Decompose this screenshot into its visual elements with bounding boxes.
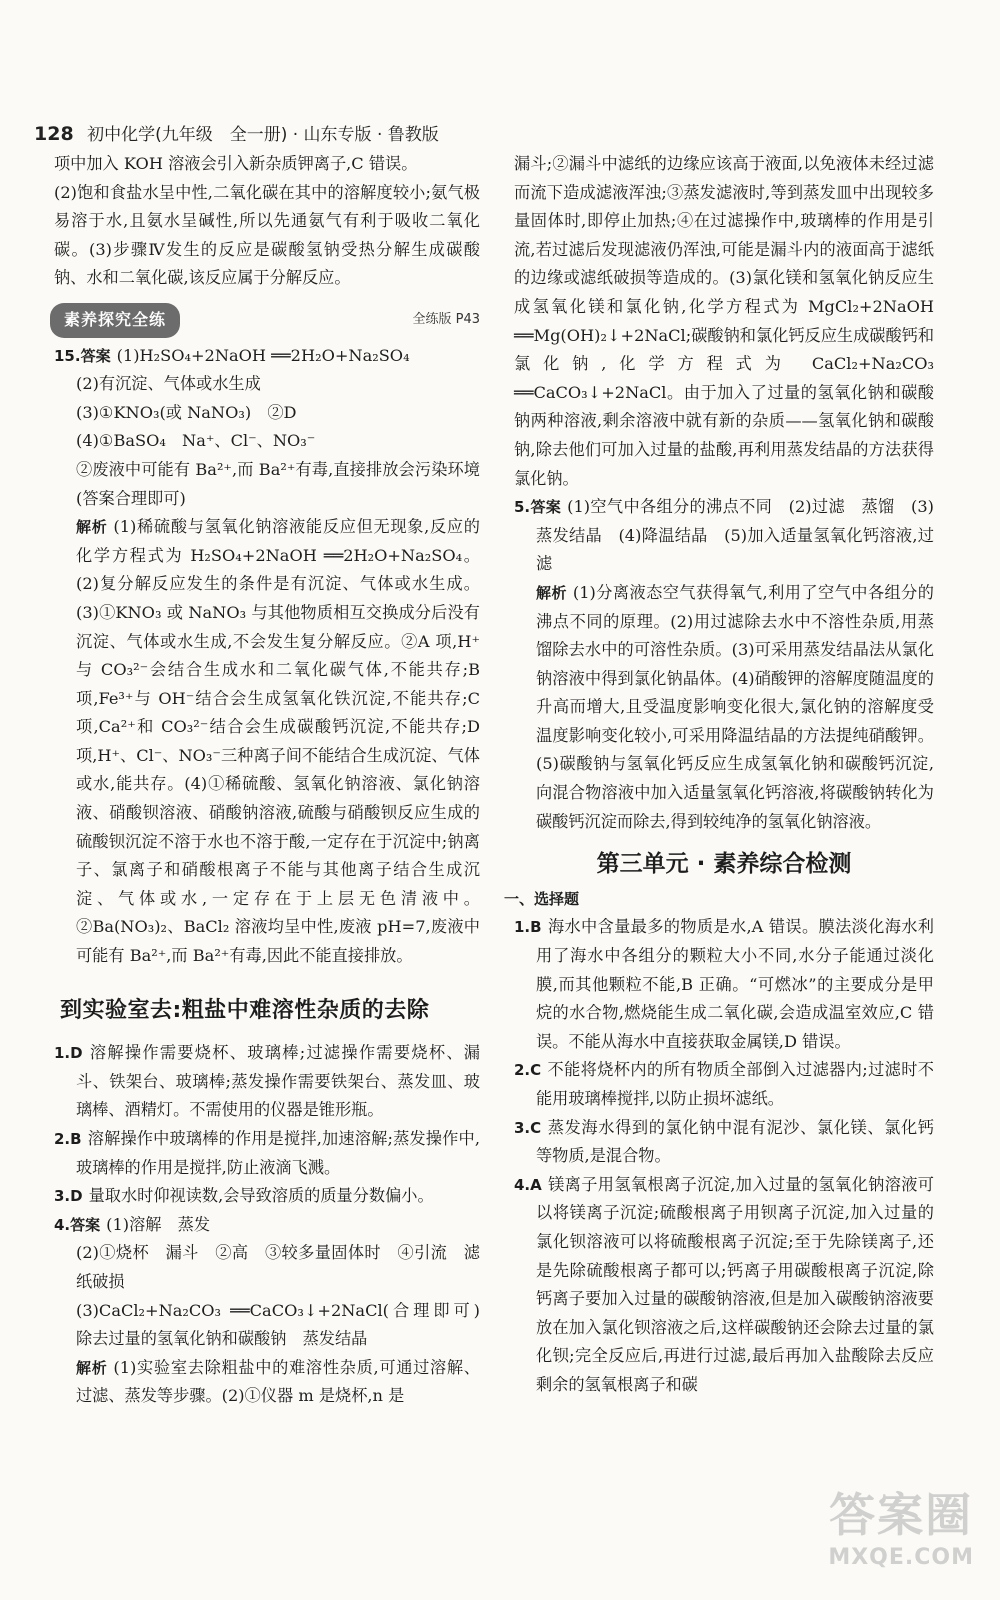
q15-answer-2: (2)有沉淀、气体或水生成 xyxy=(76,374,261,394)
lab-item-2-text: 溶解操作中玻璃棒的作用是搅拌,加速溶解;蒸发操作中,玻璃棒的作用是搅拌,防止液滴飞溅。 xyxy=(76,1129,480,1177)
choice-item-2-text: 不能将烧杯内的所有物质全部倒入过滤器内;过滤时不能用玻璃棒搅拌,以防止损坏滤纸。 xyxy=(536,1060,934,1108)
section-banner: 素养探究全练 xyxy=(50,303,180,338)
q15-answer-4: (4)①BaSO₄ Na⁺、Cl⁻、NO₃⁻ xyxy=(76,431,316,451)
choice-item-4-text: 镁离子用氢氧根离子沉淀,加入过量的氢氧化钠溶液可以将镁离子沉淀;硫酸根离子用钡离子沉淀,加入过量的氯化钡溶液可以将硫酸根离子沉淀;至于先除镁离子,还是先除硫酸根离子都可以;钙离子用碳酸根离子沉淀,除钙离子要加入过量的碳酸钠溶液,但是加入碳酸钠溶液要放在加入氯化钡溶液之后,这样碳酸钠还会除去过量的氯化钡;完全反应后,再进行过滤,最后再加入盐酸除去反应剩余的氢氧根离子和碳 xyxy=(536,1174,934,1394)
choice-item-1-text: 海水中含量最多的物质是水,A 错误。膜法淡化海水利用了海水中各组分的颗粒大小不同,水分子能通过淡化膜,而其他颗粒不能,B 正确。“可燃冰”的主要成分是甲烷的水合物,燃烧能生成二氧化碳,会造成温室效应,C 错误。不能从海水中直接获取金属镁,D 错误。 xyxy=(536,917,934,1051)
q4-answer-line xyxy=(54,1211,480,1240)
q4-analysis-label: 解析 xyxy=(76,1358,108,1377)
q4-analysis xyxy=(54,1354,480,1411)
choice-item-3 xyxy=(514,1114,934,1171)
q5-analysis-label: 解析 xyxy=(536,583,567,602)
lab-item-3-text: 量取水时仰视读数,会导致溶质的质量分数偏小。 xyxy=(88,1186,434,1206)
choice-item-3-text: 蒸发海水得到的氯化钠中混有泥沙、氯化镁、氯化钙等物质,是混合物。 xyxy=(536,1117,934,1166)
q5-analysis-text: (1)分离液态空气获得氧气,利用了空气中各组分的沸点不同的原理。(2)用过滤除去水中不溶性杂质,用蒸馏除去水中的可溶性杂质。(3)可采用蒸发结晶法从氯化钠溶液中得到氯化钠晶体。(4)硝酸钾的溶解度随温度的升高而增大,且受温度影响变化很大,氯化钠的溶解度受温度影响变化较小,可采用降温结晶的方法提纯硝酸钾。(5)碳酸钠与氢氧化钙反应生成氢氧化钠和碳酸钙沉淀,向混合物溶液中加入适量氢氧化钙溶液,将碳酸钠转化为碳酸钙沉淀而除去,得到较纯净的氢氧化钠溶液。 xyxy=(536,582,934,831)
q15-analysis-text: (1)稀硫酸与氢氧化钠溶液能反应但无现象,反应的化学方程式为 H₂SO₄+2NaOH ══2H₂O+Na₂SO₄。(2)复分解反应发生的条件是有沉淀、气体或水生成。(3)①KNO₃ 或 NaNO₃ 与其他物质相互交换成分后没有沉淀、气体或水生成,不会发生复分解反应。②A 项,H⁺与 CO₃²⁻会结合生成水和二氧化碳气体,不能共存;B 项,Fe³⁺与 OH⁻结合会生成氢氧化铁沉淀,不能共存;C 项,Ca²⁺和 CO₃²⁻结合会生成碳酸钙沉淀,不能共存;D 项,H⁺、Cl⁻、NO₃⁻三种离子间不能结合生成沉淀、气体或水,能共存。(4)①稀硫酸、氢氧化钠溶液、氯化钠溶液、硝酸钡溶液、硝酸钠溶液,硫酸与硝酸钡反应生成的硫酸钡沉淀不溶于水也不溶于酸,一定存在于沉淀中;钠离子、氯离子和硝酸根离子不能与其他离子结合生成沉淀、气体或水,一定存在于上层无色清液中。②Ba(NO₃)₂、BaCl₂ 溶液均呈中性,废液 pH=7,废液中可能有 Ba²⁺,而 Ba²⁺有毒,因此不能直接排放。 xyxy=(76,517,480,966)
choice-item-2-num: 2.C xyxy=(514,1061,542,1080)
right-column xyxy=(504,150,935,1400)
intro-line-2: (2)饱和食盐水呈中性,二氧化碳在其中的溶解度较小;氨气极易溶于水,且氨水呈碱性,所以先通氨气有利于吸收二氧化碳。(3)步骤Ⅳ发生的反应是碳酸氢钠受热分解生成碳酸钠、水和二氧化碳,该反应属于分解反应。 xyxy=(54,182,480,288)
q4-answer-3: (3)CaCl₂+Na₂CO₃ ══CaCO₃↓+2NaCl(合理即可) 除去过量的氢氧化钠和碳酸钠 蒸发结晶 xyxy=(76,1300,497,1349)
watermark-logo-text: 答案圈 xyxy=(829,1488,974,1542)
lab-item-1-num: 1.D xyxy=(54,1044,83,1063)
lab-item-1 xyxy=(54,1039,480,1125)
choice-item-1 xyxy=(514,913,934,1056)
choice-item-2 xyxy=(514,1056,934,1113)
q5-answer: (1)空气中各组分的沸点不同 (2)过滤 蒸馏 (3)蒸发结晶 (4)降温结晶 (5)加入适量氢氧化钙溶液,过滤 xyxy=(536,497,934,574)
q15-label: 15.答案 xyxy=(54,346,111,365)
unit-title: 第三单元 · 素养综合检测 xyxy=(596,851,852,878)
choice-item-3-num: 3.C xyxy=(514,1118,542,1137)
lab-section-title: 到实验室去:粗盐中难溶性杂质的去除 xyxy=(60,997,430,1023)
continued-analysis: 漏斗;②漏斗中滤纸的边缘应该高于液面,以免液体未经过滤而流下造成滤液浑浊;③蒸发滤液时,等到蒸发皿中出现较多量固体时,即停止加热;④在过滤操作中,玻璃棒的作用是引流,若过滤后发现滤液仍浑浊,可能是漏斗内的液面高于滤纸的边缘或滤纸破损等造成的。(3)氯化镁和氢氧化钠反应生成氢氧化镁和氯化钠,化学方程式为 MgCl₂+2NaOH ══Mg(OH)₂↓+2NaCl;碳酸钠和氯化钙反应生成碳酸钙和氯化钠,化学方程式为 CaCl₂+Na₂CO₃ ══CaCO₃↓+2NaCl。由于加入了过量的氢氧化钠和碳酸钠两种溶液,剩余溶液中就有新的杂质——氢氧化钠和碳酸钠,除去他们可加入过量的盐酸,再利用蒸发结晶的方法获得氯化钠。 xyxy=(514,154,935,488)
q15-analysis xyxy=(54,513,480,971)
lab-item-3-num: 3.D xyxy=(54,1187,83,1206)
q4-answer-2: (2)①烧杯 漏斗 ②高 ③较多量固体时 ④引流 滤纸破损 xyxy=(76,1243,480,1291)
lab-item-3 xyxy=(54,1182,480,1211)
q4-label: 4.答案 xyxy=(54,1215,101,1234)
watermark-domain: MXQE.COM xyxy=(828,1545,974,1570)
q15-answer-3: (3)①KNO₃(或 NaNO₃) ②D xyxy=(76,402,297,422)
q15-answer-line xyxy=(54,342,480,371)
q5-label: 5.答案 xyxy=(514,498,562,517)
lab-item-2 xyxy=(54,1125,480,1182)
page-header xyxy=(34,120,439,145)
section-heading: 一、选择题 xyxy=(504,889,580,908)
book-title: 初中化学(九年级 全一册) · 山东专版 · 鲁教版 xyxy=(87,125,439,145)
choice-item-4-num: 4.A xyxy=(514,1175,542,1194)
left-column xyxy=(54,150,497,1411)
q15-analysis-label: 解析 xyxy=(76,518,108,537)
page-number: 128 xyxy=(34,123,74,145)
banner-reference: 全练版 P43 xyxy=(412,311,480,327)
lab-item-1-text: 溶解操作需要烧杯、玻璃棒;过滤操作需要烧杯、漏斗、铁架台、玻璃棒;蒸发操作需要铁架台、蒸发皿、玻璃棒、酒精灯。不需使用的仪器是锥形瓶。 xyxy=(76,1043,480,1120)
lab-item-2-num: 2.B xyxy=(54,1130,82,1148)
q4-answer-1: (1)溶解 蒸发 xyxy=(106,1214,211,1234)
choice-item-4 xyxy=(514,1171,934,1400)
q5-analysis xyxy=(514,579,934,836)
q5-answer-line xyxy=(514,493,934,579)
choice-item-1-num: 1.B xyxy=(514,918,542,937)
q15-answer-5: ②废液中可能有 Ba²⁺,而 Ba²⁺有毒,直接排放会污染环境(答案合理即可) xyxy=(76,459,480,508)
intro-line-1: 项中加入 KOH 溶液会引入新杂质钾离子,C 错误。 xyxy=(54,154,418,173)
section-banner-row xyxy=(50,303,480,338)
site-watermark xyxy=(828,1479,974,1570)
q15-answer-1: (1)H₂SO₄+2NaOH ══2H₂O+Na₂SO₄ xyxy=(116,345,410,365)
q4-analysis-text: (1)实验室去除粗盐中的难溶性杂质,可通过溶解、过滤、蒸发等步骤。(2)①仪器 m 是烧杯,n 是 xyxy=(76,1357,480,1406)
